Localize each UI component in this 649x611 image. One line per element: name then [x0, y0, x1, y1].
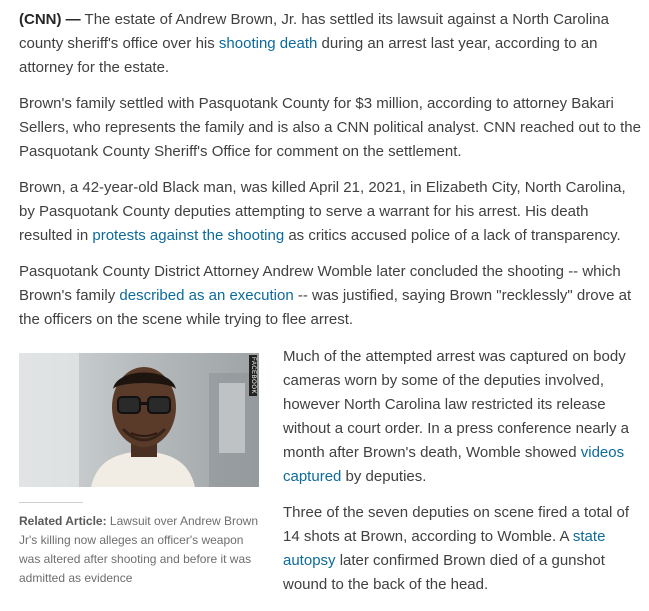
- paragraph-4-text-a: Pasquotank County District Attorney Andrew Womble later concluded the shooting -- which Brown's family: [19, 263, 621, 304]
- paragraph-3-text-b: as critics accused police of a lack of transparency.: [284, 227, 621, 244]
- text-column: [283, 345, 643, 609]
- dateline: (CNN) —: [19, 11, 81, 28]
- paragraph-4-text-b: -- was justified, saying Brown "recklessly" drove at the officers on the scene while trying to flee arrest.: [19, 287, 632, 328]
- paragraph-6-text-a: Three of the seven deputies on scene fired a total of 14 shots at Brown, according to Womble. A: [283, 504, 630, 545]
- paragraph-6: [283, 501, 643, 597]
- paragraph-6-text-b: later confirmed Brown died of a gunshot wound to the back of the head.: [283, 552, 605, 593]
- link-state-autopsy[interactable]: state autopsy: [283, 528, 606, 569]
- paragraph-1-text-b: during an arrest last year, according to an attorney for the estate.: [19, 35, 598, 76]
- paragraph-4: [19, 260, 641, 332]
- paragraph-5-text-a: Much of the attempted arrest was captured on body cameras worn by some of the deputies involved, however North Carolina law restricted its release without a court order. In a press conference nearly a month after Brown's death, Womble showed: [283, 348, 630, 461]
- paragraph-3-text-a: Brown, a 42-year-old Black man, was killed April 21, 2021, in Elizabeth City, North Carolina, by Pasquotank County deputies attempting to serve a warrant for his arrest. His death resulted in: [19, 179, 626, 244]
- article-body: [19, 8, 641, 344]
- photo-illustration: [19, 353, 259, 487]
- related-text[interactable]: Lawsuit over Andrew Brown Jr's killing now alleges an officer's weapon was altered after shooting and before it was admitted as evidence: [19, 514, 258, 585]
- paragraph-3: [19, 176, 641, 248]
- andrew-brown-photo[interactable]: [19, 353, 259, 487]
- related-divider: [19, 502, 83, 503]
- paragraph-2: Brown's family settled with Pasquotank County for $3 million, according to attorney Bakari Sellers, who represents the family and is also a CNN political analyst. CNN reached out to the Pasquotank County Sheriff's Office for comment on the settlement.: [19, 95, 641, 160]
- paragraph-5-text-b: by deputies.: [341, 468, 427, 485]
- link-protests[interactable]: protests against the shooting: [92, 227, 285, 244]
- related-label: Related Article:: [19, 514, 107, 528]
- media-row: [19, 345, 641, 611]
- link-videos-captured[interactable]: videos captured: [283, 444, 625, 485]
- paragraph-1-text-a: The estate of Andrew Brown, Jr. has settled its lawsuit against a North Carolina county sheriff's office over his: [19, 11, 609, 52]
- photo-credit: FACEBOOK: [250, 357, 256, 395]
- paragraph-5: [283, 345, 643, 489]
- paragraph-1: [19, 8, 641, 80]
- link-shooting-death[interactable]: shooting death: [218, 35, 318, 52]
- link-described-as-execution[interactable]: described as an execution: [119, 287, 294, 304]
- related-article[interactable]: [19, 512, 259, 588]
